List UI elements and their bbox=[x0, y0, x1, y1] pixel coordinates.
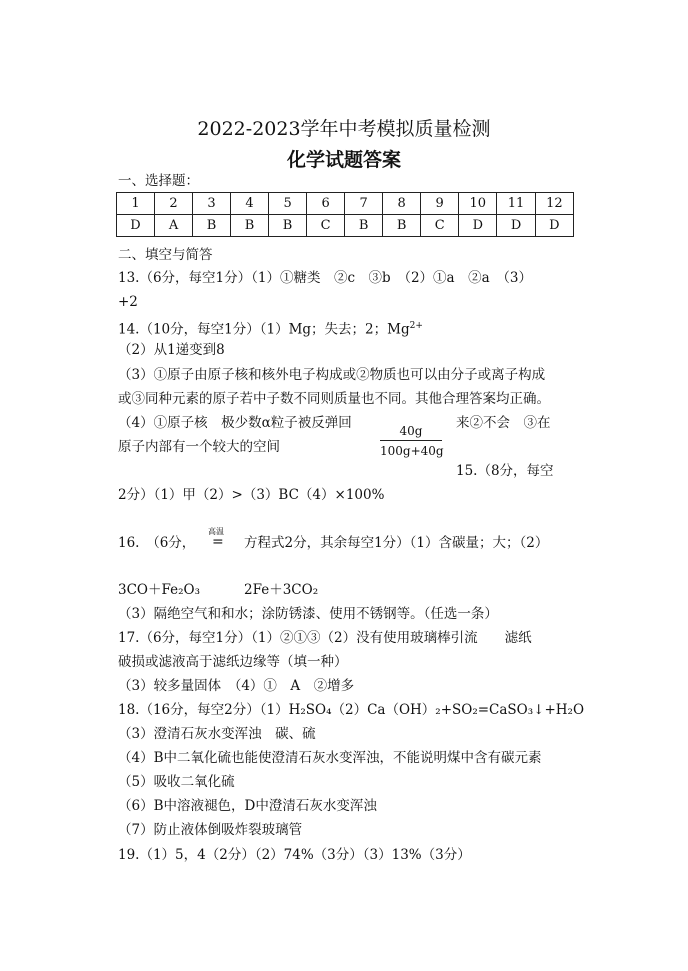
q13-line-1: 13.（6分，每空1分）（1）①糖类 ②c ③b （2）①a ②a （3） bbox=[118, 270, 532, 286]
fraction bbox=[380, 424, 442, 458]
answer-table-answer-cell: B bbox=[383, 215, 421, 237]
answer-table bbox=[116, 192, 574, 237]
q15-line-2: 2分）（1）甲（2）>（3）BC（4）×100% bbox=[118, 487, 385, 503]
q15-line-1: 15.（8分，每空 bbox=[456, 463, 554, 479]
q13-line-2: +2 bbox=[118, 294, 138, 310]
q17-line-1: 17.（6分，每空1分）（1）②①③（2）没有使用玻璃棒引流 滤纸 bbox=[118, 630, 532, 646]
reaction-condition: 高温 bbox=[208, 527, 224, 536]
answer-table-number-row bbox=[117, 193, 574, 215]
answer-table-number-cell: 4 bbox=[231, 193, 269, 215]
answer-table-number-cell: 2 bbox=[155, 193, 193, 215]
answer-table-answer-cell: C bbox=[421, 215, 459, 237]
answer-table-answer-cell: D bbox=[117, 215, 155, 237]
q14-charge-superscript: 2+ bbox=[409, 321, 423, 331]
page-subtitle: 化学试题答案 bbox=[286, 149, 401, 171]
answer-table-number-cell: 7 bbox=[345, 193, 383, 215]
answer-table-number-cell: 12 bbox=[535, 193, 573, 215]
q14-line-5-tail: 来②不会 ③在 bbox=[456, 415, 551, 431]
answer-table-number-cell: 3 bbox=[193, 193, 231, 215]
q16-line-1-tail: 方程式2分，其余每空1分）（1）含碳量；大；（2） bbox=[244, 535, 549, 551]
q14-line-4: 或③同种元素的原子若中子数不同则质量也不同。其他合理答案均正确。 bbox=[118, 391, 550, 407]
answer-table-number-cell: 9 bbox=[421, 193, 459, 215]
q18-line-4: （5）吸收二氧化硫 bbox=[118, 774, 235, 790]
q14-line-1-text: 14.（10分，每空1分）（1）Mg；失去；2；Mg bbox=[118, 321, 410, 338]
section-fill-heading: 二、填空与简答 bbox=[118, 247, 213, 263]
q16-equation-left: 3CO＋Fe₂O₃ bbox=[118, 582, 200, 598]
answer-table-answer-cell: D bbox=[497, 215, 535, 237]
q14-line-6: 原子内部有一个较大的空间 bbox=[118, 439, 280, 455]
answer-table-number-cell: 8 bbox=[383, 193, 421, 215]
answer-table-answer-cell: B bbox=[269, 215, 307, 237]
fraction-denominator: 100g+40g bbox=[380, 444, 444, 458]
answer-table-number-cell: 1 bbox=[117, 193, 155, 215]
answer-table-answer-row bbox=[117, 215, 574, 237]
answer-table-number-cell: 6 bbox=[307, 193, 345, 215]
answer-table-answer-cell: B bbox=[193, 215, 231, 237]
q14-line-1 bbox=[118, 316, 423, 340]
answer-table-number-cell: 11 bbox=[497, 193, 535, 215]
q16-line-1: 16. （6分， bbox=[118, 535, 196, 551]
q18-line-5: （6）B中溶液褪色，D中澄清石灰水变浑浊 bbox=[118, 798, 377, 814]
q16-equation-right: 2Fe＋3CO₂ bbox=[244, 582, 319, 598]
answer-table-answer-cell: D bbox=[459, 215, 497, 237]
q18-line-3: （4）B中二氧化硫也能使澄清石灰水变浑浊，不能说明煤中含有碳元素 bbox=[118, 750, 542, 766]
answer-table-number-cell: 10 bbox=[459, 193, 497, 215]
q14-line-2: （2）从1递变到8 bbox=[118, 342, 225, 358]
answer-table-answer-cell: B bbox=[345, 215, 383, 237]
q19-line: 19.（1）5，4（2分）（2）74%（3分）（3）13%（3分） bbox=[118, 847, 471, 863]
answer-table-answer-cell: C bbox=[307, 215, 345, 237]
answer-table-answer-cell: A bbox=[155, 215, 193, 237]
q16-line-3: （3）隔绝空气和和水；涂防锈漆、使用不锈钢等。（任选一条） bbox=[118, 606, 498, 622]
answer-table-number-cell: 5 bbox=[269, 193, 307, 215]
reaction-equals-sign: = bbox=[212, 534, 224, 550]
q18-line-6: （7）防止液体倒吸炸裂玻璃管 bbox=[118, 822, 303, 838]
q18-line-2: （3）澄清石灰水变浑浊 碳、硫 bbox=[118, 726, 316, 742]
section-choice-heading: 一、选择题： bbox=[118, 173, 199, 189]
q14-line-3: （3）①原子由原子核和核外电子构成或②物质也可以由分子或离子构成 bbox=[118, 367, 546, 383]
page-title: 2022-2023学年中考模拟质量检测 bbox=[197, 118, 491, 140]
fraction-numerator: 40g bbox=[380, 424, 442, 441]
answer-table-answer-cell: B bbox=[231, 215, 269, 237]
q14-line-5: （4）①原子核 极少数α粒子被反弹回 bbox=[118, 415, 352, 431]
answer-table-answer-cell: D bbox=[535, 215, 573, 237]
q18-line-1: 18.（16分，每空2分）（1）H₂SO₄（2）Ca（OH）₂+SO₂=CaSO₃↓+H₂O bbox=[118, 702, 585, 718]
q17-line-3: （3）较多量固体 （4）① A ②增多 bbox=[118, 678, 355, 694]
q17-line-2: 破损或滤液高于滤纸边缘等（填一种） bbox=[118, 654, 348, 670]
